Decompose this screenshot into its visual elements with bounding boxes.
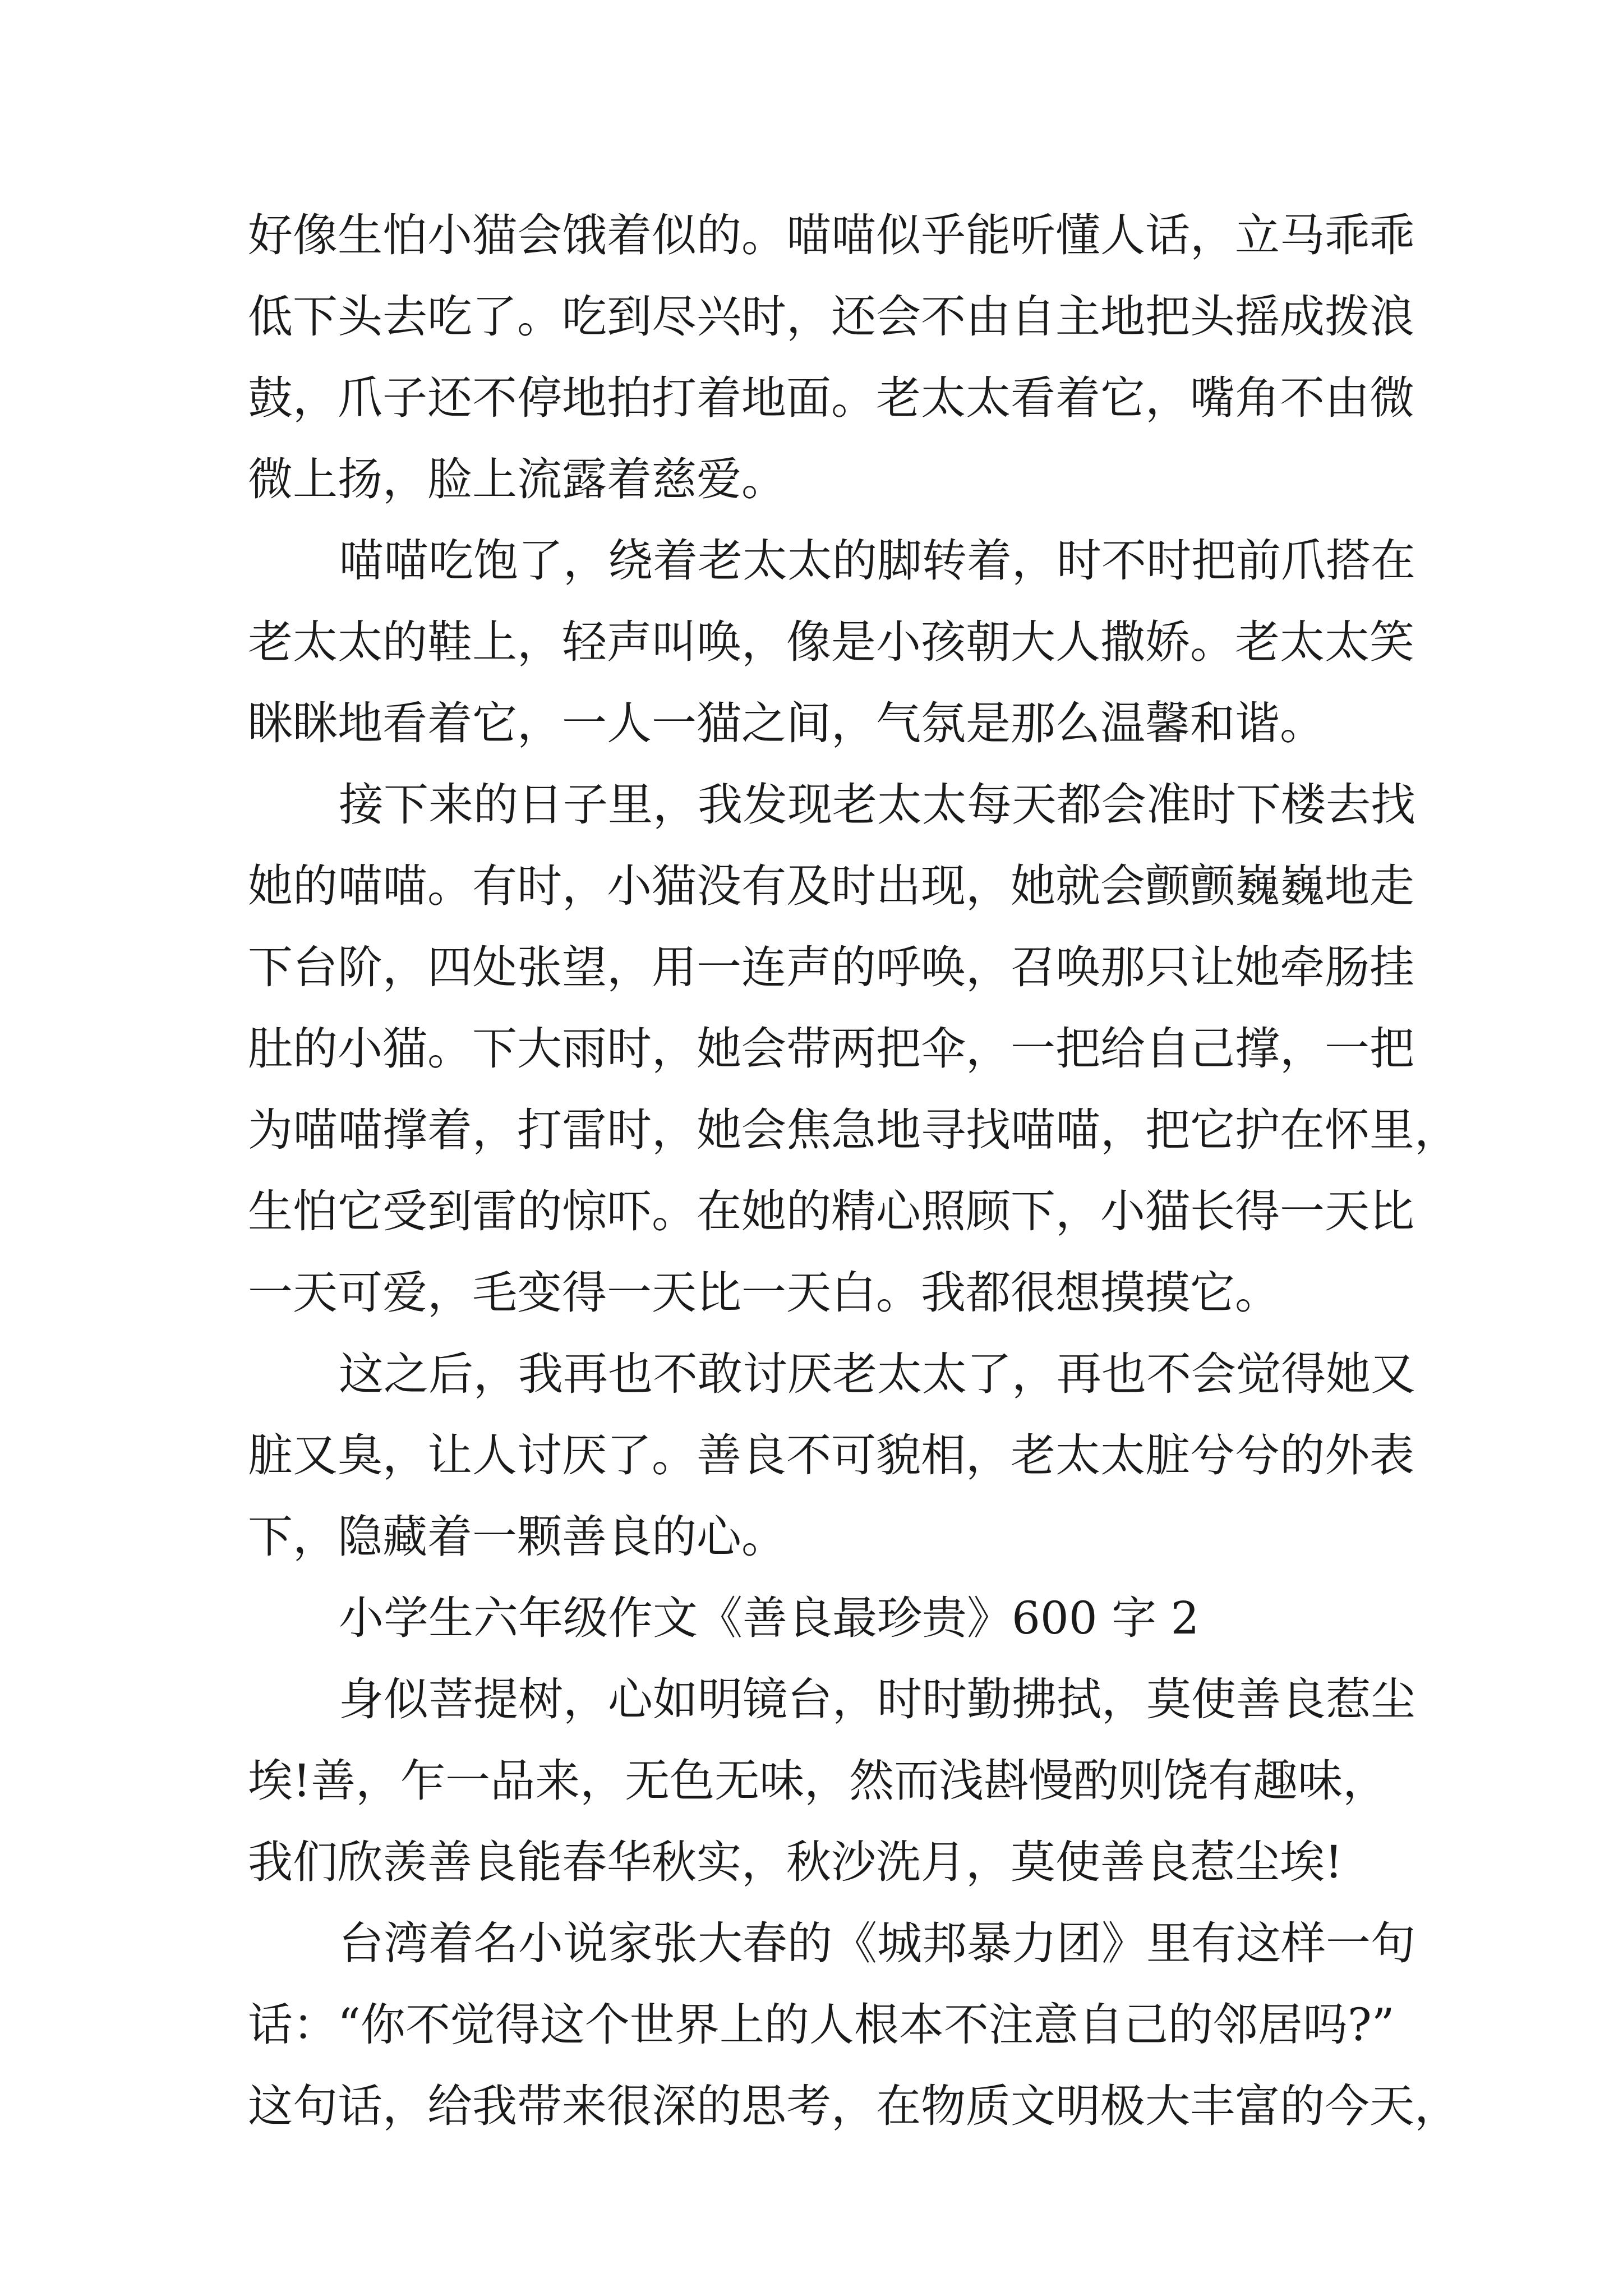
- text-line: 这句话，给我带来很深的思考，在物质文明极大丰富的今天，: [248, 2080, 1459, 2132]
- text-line: 鼓，爪子还不停地拍打着地面。老太太看着它，嘴角不由微: [248, 372, 1414, 424]
- text-line: 这之后，我再也不敢讨厌老太太了，再也不会觉得她又: [339, 1348, 1415, 1400]
- text-line: 为喵喵撑着，打雷时，她会焦急地寻找喵喵，把它护在怀里，: [248, 1104, 1459, 1156]
- text-line: 我们欣羡善良能春华秋实，秋沙洗月，莫使善良惹尘埃!: [248, 1836, 1343, 1888]
- text-line: 身似菩提树，心如明镜台，时时勤拂拭，莫使善良惹尘: [339, 1673, 1415, 1726]
- text-line: 眯眯地看着它，一人一猫之间，气氛是那么温馨和谐。: [248, 697, 1325, 749]
- text-line: 脏又臭，让人讨厌了。善良不可貌相，老太太脏兮兮的外表: [248, 1429, 1414, 1481]
- text-line: 下台阶，四处张望，用一连声的呼唤，召唤那只让她牵肠挂: [248, 941, 1414, 993]
- text-line: 喵喵吃饱了，绕着老太太的脚转着，时不时把前爪搭在: [339, 535, 1415, 587]
- text-line: 话：“你不觉得这个世界上的人根本不注意自己的邻居吗?”: [248, 1999, 1395, 2051]
- text-line: 台湾着名小说家张大春的《城邦暴力团》里有这样一句: [339, 1917, 1415, 1970]
- text-line: 一天可爱，毛变得一天比一天白。我都很想摸摸它。: [248, 1267, 1280, 1319]
- text-line: 肚的小猫。下大雨时，她会带两把伞，一把给自己撑，一把: [248, 1023, 1414, 1075]
- text-line: 低下头去吃了。吃到尽兴时，还会不由自主地把头摇成拨浪: [248, 291, 1414, 343]
- section-heading: 小学生六年级作文《善良最珍贵》600 字 2: [339, 1592, 1200, 1644]
- text-line: 她的喵喵。有时，小猫没有及时出现，她就会颤颤巍巍地走: [248, 860, 1414, 912]
- text-line: 埃!善，乍一品来，无色无味，然而浅斟慢酌则饶有趣味，: [248, 1755, 1388, 1807]
- text-line: 好像生怕小猫会饿着似的。喵喵似乎能听懂人话，立马乖乖: [248, 209, 1414, 261]
- text-line: 老太太的鞋上，轻声叫唤，像是小孩朝大人撒娇。老太太笑: [248, 616, 1414, 668]
- text-line: 下，隐藏着一颗善良的心。: [248, 1511, 786, 1563]
- text-line: 微上扬，脸上流露着慈爱。: [248, 453, 786, 505]
- text-line: 生怕它受到雷的惊吓。在她的精心照顾下，小猫长得一天比: [248, 1185, 1414, 1237]
- text-line: 接下来的日子里，我发现老太太每天都会准时下楼去找: [339, 779, 1415, 831]
